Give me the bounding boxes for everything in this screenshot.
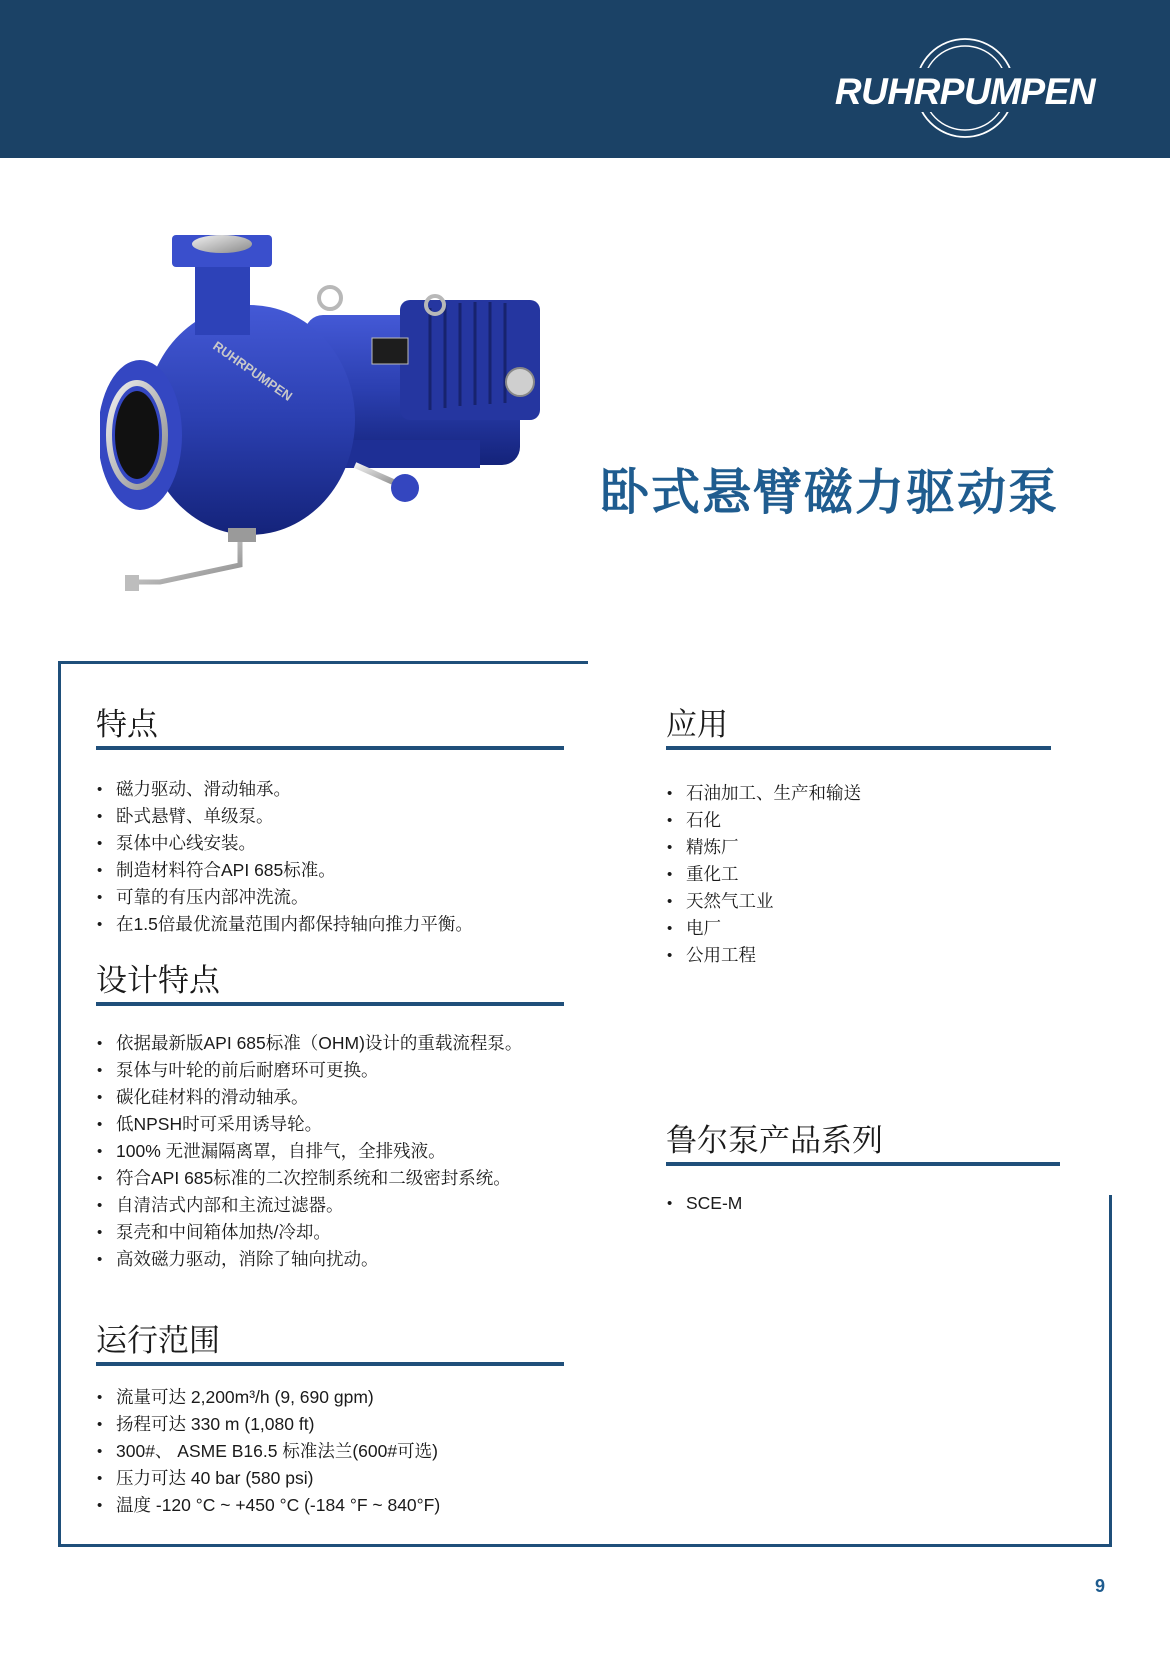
list-item: • 泵体与叶轮的前后耐磨环可更换。: [96, 1057, 564, 1084]
pump-nameplate-text: RUHRPUMPEN: [210, 338, 296, 404]
design-heading: 设计特点: [96, 963, 220, 999]
applications-section: [666, 704, 1051, 969]
series-list: [666, 1190, 1060, 1217]
frame-border-top: [58, 661, 588, 664]
list-item: • 卧式悬臂、单级泵。: [96, 803, 564, 830]
list-item: • 石油加工、生产和输送: [666, 780, 1051, 807]
applications-list: [666, 780, 1051, 969]
list-item: • 高效磁力驱动，消除了轴向扰动。: [96, 1246, 564, 1273]
range-list: [96, 1384, 564, 1519]
design-rule: [96, 1002, 564, 1006]
list-item: • 磁力驱动、滑动轴承。: [96, 776, 564, 803]
list-item: • 石化: [666, 807, 1051, 834]
pump-illustration: [100, 230, 580, 630]
list-item: • SCE-M: [666, 1190, 1060, 1217]
features-section: [96, 704, 564, 938]
range-heading: 运行范围: [96, 1323, 220, 1359]
list-item: • 流量可达 2,200m³/h (9, 690 gpm): [96, 1384, 564, 1411]
series-section: [666, 1120, 1060, 1217]
list-item: • 制造材料符合API 685标准。: [96, 857, 564, 884]
design-section: [96, 960, 564, 1273]
frame-border-bottom: [58, 1544, 1112, 1547]
list-item: • 在1.5倍最优流量范围内都保持轴向推力平衡。: [96, 911, 564, 938]
list-item: • 符合API 685标准的二次控制系统和二级密封系统。: [96, 1165, 564, 1192]
list-item: • 300#、 ASME B16.5 标准法兰(600#可选): [96, 1438, 564, 1465]
applications-rule: [666, 746, 1051, 750]
series-heading: 鲁尔泵产品系列: [666, 1123, 883, 1159]
features-heading: 特点: [96, 707, 158, 743]
features-rule: [96, 746, 564, 750]
page-title: 卧式悬臂磁力驱动泵: [600, 464, 1060, 521]
list-item: • 压力可达 40 bar (580 psi): [96, 1465, 564, 1492]
range-rule: [96, 1362, 564, 1366]
list-item: • 泵体中心线安装。: [96, 830, 564, 857]
product-image: [100, 230, 580, 630]
header-banner: [0, 0, 1170, 158]
company-logo: [815, 36, 1115, 140]
applications-heading: 应用: [666, 707, 728, 743]
list-item: • 重化工: [666, 861, 1051, 888]
design-list: [96, 1030, 564, 1273]
list-item: • 泵壳和中间箱体加热/冷却。: [96, 1219, 564, 1246]
features-list: [96, 776, 564, 938]
list-item: • 可靠的有压内部冲洗流。: [96, 884, 564, 911]
list-item: • 扬程可达 330 m (1,080 ft): [96, 1411, 564, 1438]
list-item: • 依据最新版API 685标准（OHM)设计的重载流程泵。: [96, 1030, 564, 1057]
list-item: • 低NPSH时可采用诱导轮。: [96, 1111, 564, 1138]
list-item: • 自清洁式内部和主流过滤器。: [96, 1192, 564, 1219]
list-item: • 精炼厂: [666, 834, 1051, 861]
list-item: • 温度 -120 °C ~ +450 °C (-184 °F ~ 840°F): [96, 1492, 564, 1519]
frame-border-left: [58, 661, 61, 1547]
list-item: • 100% 无泄漏隔离罩，自排气，全排残液。: [96, 1138, 564, 1165]
list-item: • 电厂: [666, 915, 1051, 942]
range-section: [96, 1320, 564, 1519]
page-number: 9: [1095, 1576, 1106, 1596]
list-item: • 公用工程: [666, 942, 1051, 969]
frame-border-right: [1109, 1195, 1112, 1547]
series-rule: [666, 1162, 1060, 1166]
list-item: • 天然气工业: [666, 888, 1051, 915]
list-item: • 碳化硅材料的滑动轴承。: [96, 1084, 564, 1111]
logo-wordmark: RUHRPUMPEN: [834, 71, 1096, 112]
